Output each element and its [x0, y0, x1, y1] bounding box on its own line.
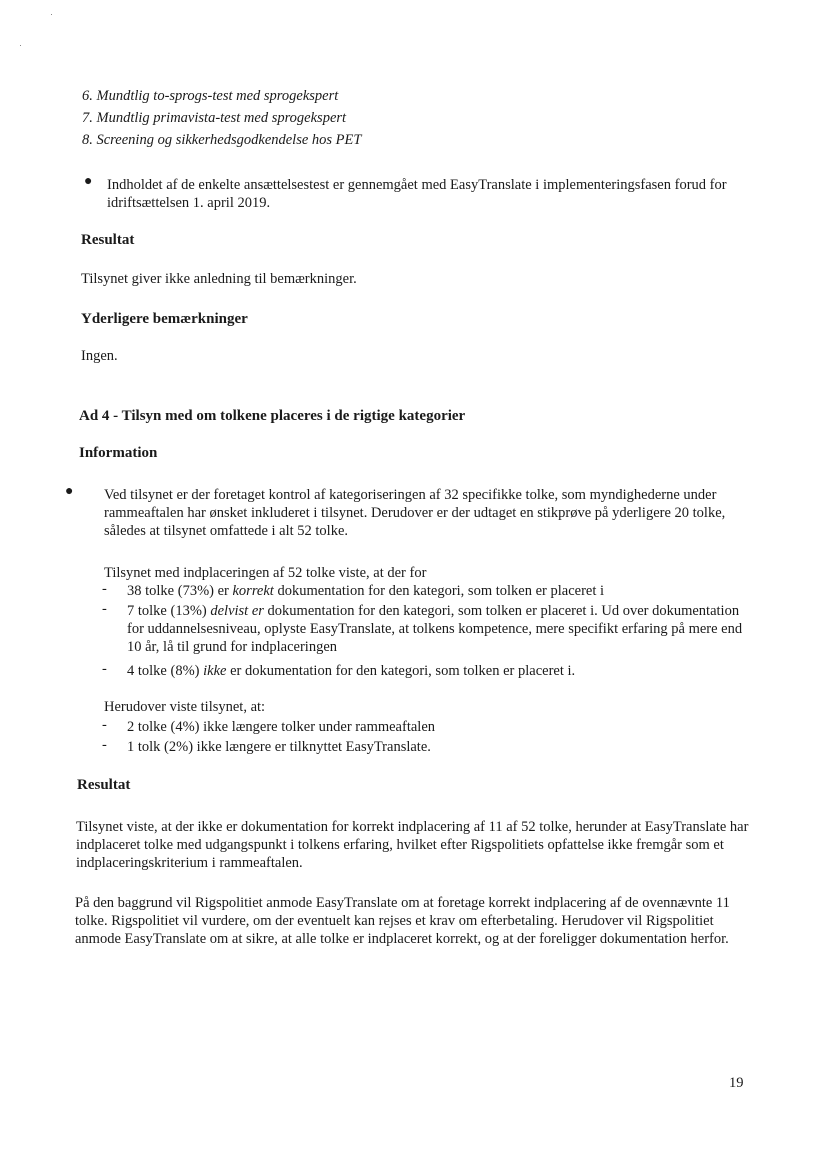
dash-item: 2 tolke (4%) ikke længere tolker under rammeaftalen	[127, 719, 436, 735]
list-item: 7. Mundtlig primavista-test med sprogekspert	[82, 110, 347, 126]
dash-item: 4 tolke (8%) ikke er dokumentation for den kategori, som tolken er placeret i.	[127, 663, 576, 679]
document-page: 6. Mundtlig to-sprogs-test med sprogekspert 7. Mundtlig primavista-test med sprogekspert 8. Screening og sikkerhedsgodkendelse hos PET ● Indholdet af de enkelte ansættelsestest er gennemgået med EasyTranslate i implementeringsfasen forud for idriftsættelsen 1. april 2019. Resultat Tilsynet giver ikke anledning til bemærkninger. Yderligere bemærkninger Ingen. Ad 4 - Tilsyn med om tolkene placeres i de rigtige kategorier Information ● Ved tilsynet er der foretaget kontrol af kategoriseringen af 32 specifikke tolke, som myndighederne under rammeaftalen har ønsket inkluderet i tilsynet. Derudover er der udtaget en stikprøve på yderligere 20 tolke, således at tilsynet omfattede i alt 52 tolke. Tilsynet med indplaceringen af 52 tolke viste, at der for - 38 tolke (73%) er korrekt dokumentation for den kategori, som tolken er placeret i - 7 tolke (13%) delvist er dokumentation for den kategori, som tolken er placeret i. Ud over dokumentation for uddannelsesniveau, oplyste EasyTranslate, at tolkens kompetence, mere specifikt erfaring på mere end 10 år, lå til grund for indplaceringen - 4 tolke (8%) ikke er dokumentation for den kategori, som tolken er placeret i. Herudover viste tilsynet, at: - 2 tolke (4%) ikke længere tolker under rammeaftalen - 1 tolk (2%) ikke længere er tilknyttet EasyTranslate. Resultat Tilsynet viste, at der ikke er dokumentation for korrekt indplacering af 11 af 52 tolke, herunder at EasyTranslate har indplaceret tolke med udgangspunkt i tolkens erfaring, hvilket efter Rigspolitiets opfattelse ikke fremgår som et indplaceringskriterium i rammeaftalen. På den baggrund vil Rigspolitiet anmode EasyTranslate om at foretage korrekt indplacering af de ovennævnte 11 tolke. Rigspolitiet vil vurdere, om der eventuelt kan rejses et krav om efterbetaling. Herudover vil Rigspolitiet anmode EasyTranslate om at sikre, at alle tolke er indplaceret korrekt, og at der foreligger dokumentation herfor. 19	[0, 0, 828, 1169]
section-heading-resultat: Resultat	[81, 232, 135, 248]
bullet-paragraph: Indholdet af de enkelte ansættelsestest er gennemgået med EasyTranslate i implementeringsfasen forud for idriftsættelsen 1. april 2019.	[107, 177, 727, 211]
resultat-paragraph: Tilsynet viste, at der ikke er dokumentation for korrekt indplacering af 11 af 52 tolke, herunder at EasyTranslate har indplaceret tolke med udgangspunkt i tolkens erfaring, hvilket efter Rigspolitiets opfattelse ikke fremgår som et indplaceringskriterium i rammeaftalen.	[76, 819, 749, 871]
information-heading: Information	[79, 445, 158, 461]
bullet-icon: ●	[84, 174, 93, 189]
numbered-list	[82, 85, 742, 151]
intro-text: Tilsynet med indplaceringen af 52 tolke viste, at der for	[104, 565, 427, 581]
section-heading-remarks: Yderligere bemærkninger	[81, 311, 248, 327]
scan-speck	[20, 45, 21, 46]
page-number: 19	[729, 1075, 744, 1091]
remarks-text: Ingen.	[81, 348, 118, 364]
ad4-heading: Ad 4 - Tilsyn med om tolkene placeres i de rigtige kategorier	[79, 408, 466, 424]
dash-item: 7 tolke (13%) delvist er dokumentation for den kategori, som tolken er placeret i. Ud over dokumentation for uddannelsesniveau, oplyste EasyTranslate, at tolkens kompetence, mere specifikt erfaring på mere end 10 år, lå til grund for indplaceringen	[127, 603, 743, 655]
bullet-icon: ●	[65, 484, 74, 499]
intro-text: Herudover viste tilsynet, at:	[104, 699, 266, 715]
list-item: 8. Screening og sikkerhedsgodkendelse hos PET	[82, 132, 362, 148]
section-heading-resultat: Resultat	[77, 777, 131, 793]
dash-item: 1 tolk (2%) ikke længere er tilknyttet EasyTranslate.	[127, 739, 431, 755]
list-item: 6. Mundtlig to-sprogs-test med sprogekspert	[82, 88, 339, 104]
dash-item: 38 tolke (73%) er korrekt dokumentation for den kategori, som tolken er placeret i	[127, 583, 605, 599]
resultat-text: Tilsynet giver ikke anledning til bemærkninger.	[81, 271, 357, 287]
scan-speck	[51, 14, 52, 15]
bullet-paragraph: Ved tilsynet er der foretaget kontrol af kategoriseringen af 32 specifikke tolke, som myndighederne under rammeaftalen har ønsket inkluderet i tilsynet. Derudover er der udtaget en stikprøve på yderligere 20 tolke, således at tilsynet omfattede i alt 52 tolke.	[104, 487, 726, 539]
resultat-paragraph: På den baggrund vil Rigspolitiet anmode EasyTranslate om at foretage korrekt indplacering af de ovennævnte 11 tolke. Rigspolitiet vil vurdere, om der eventuelt kan rejses et krav om efterbetaling. Herudover vil Rigspolitiet anmode EasyTranslate om at sikre, at alle tolke er indplaceret korrekt, og at der foreligger dokumentation herfor.	[75, 895, 730, 947]
